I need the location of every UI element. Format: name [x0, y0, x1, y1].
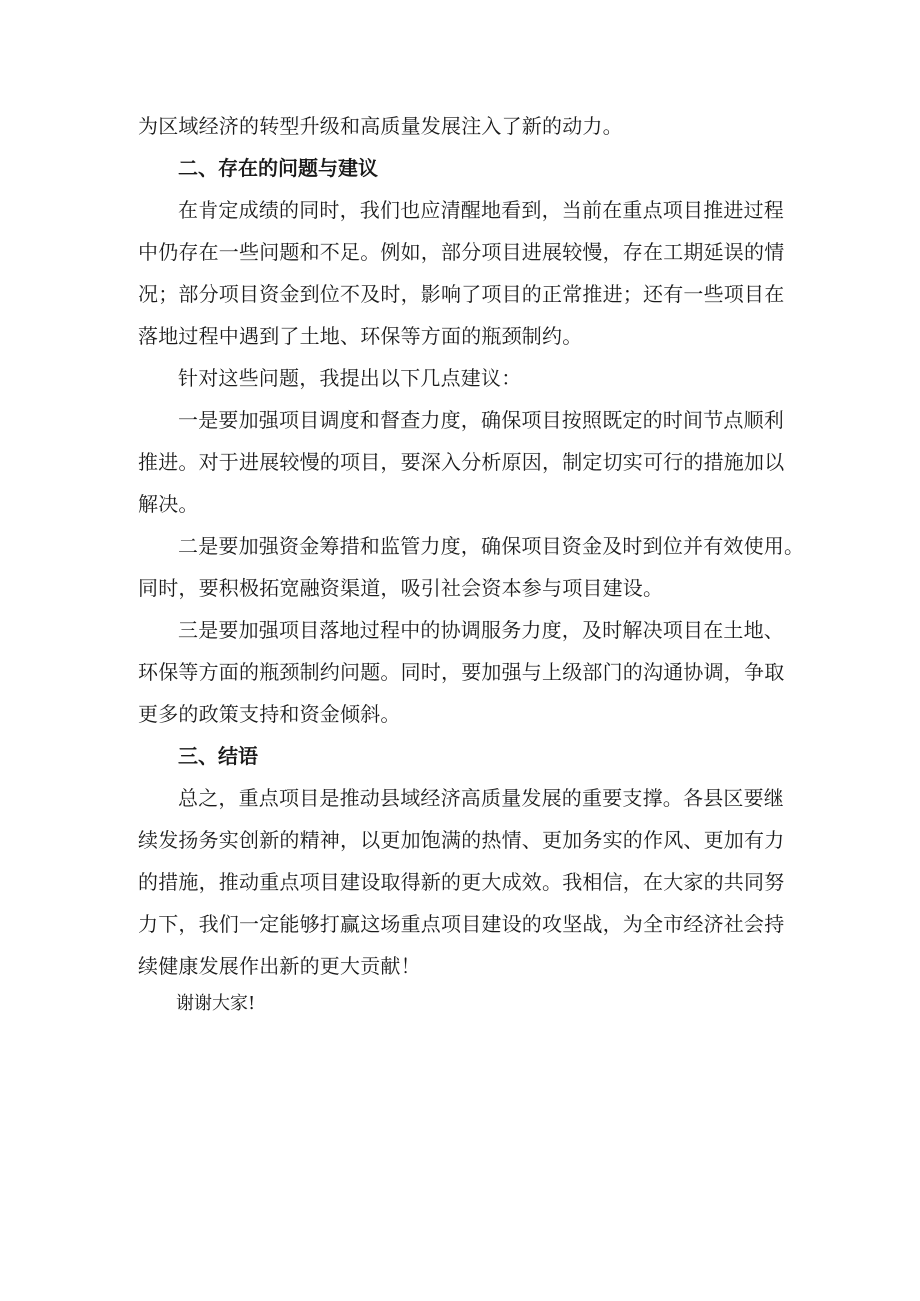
paragraph-line: 三是要加强项目落地过程中的协调服务力度，及时解决项目在土地、 — [178, 618, 784, 642]
paragraph-line: 二是要加强资金筹措和监管力度，确保项目资金及时到位并有效使用。 — [178, 534, 805, 558]
paragraph-line: 续健康发展作出新的更大贡献！ — [138, 954, 421, 978]
paragraph-line: 针对这些问题，我提出以下几点建议： — [178, 366, 522, 390]
paragraph-suggestion-1 — [138, 399, 788, 525]
section-heading-problems: 二、存在的问题与建议 — [178, 156, 378, 180]
paragraph-suggestions-intro — [138, 357, 788, 399]
section-heading-conclusion: 三、结语 — [178, 744, 258, 768]
paragraph-line: 在肯定成绩的同时，我们也应清醒地看到，当前在重点项目推进过程 — [178, 198, 784, 222]
paragraph-line: 总之，重点项目是推动县域经济高质量发展的重要支撑。各县区要继 — [178, 786, 784, 810]
paragraph-line: 落地过程中遇到了土地、环保等方面的瓶颈制约。 — [138, 324, 583, 348]
document-page — [138, 105, 805, 1021]
paragraph-line: 同时，要积极拓宽融资渠道，吸引社会资本参与项目建设。 — [138, 576, 664, 600]
paragraph-line: 的措施，推动重点项目建设取得新的更大成效。我相信，在大家的共同努 — [138, 870, 785, 894]
paragraph-line: 力下，我们一定能够打赢这场重点项目建设的攻坚战，为全市经济社会持 — [138, 912, 785, 936]
paragraph-line: 为区域经济的转型升级和高质量发展注入了新的动力。 — [138, 114, 623, 138]
paragraph-line: 况；部分项目资金到位不及时，影响了项目的正常推进；还有一些项目在 — [138, 282, 785, 306]
paragraph-line: 中仍存在一些问题和不足。例如，部分项目进展较慢，存在工期延误的情 — [138, 240, 785, 264]
paragraph-line: 环保等方面的瓶颈制约问题。同时，要加强与上级部门的沟通协调，争取 — [138, 660, 785, 684]
paragraph-line: 续发扬务实创新的精神，以更加饱满的热情、更加务实的作风、更加有力 — [138, 828, 785, 852]
paragraph-line: 一是要加强项目调度和督查力度，确保项目按照既定的时间节点顺利 — [178, 408, 784, 432]
paragraph-line: 更多的政策支持和资金倾斜。 — [138, 702, 401, 726]
paragraph-suggestion-2 — [138, 525, 805, 609]
paragraph-problems — [138, 189, 788, 357]
closing-thanks: 谢谢大家! — [176, 993, 256, 1014]
paragraph-line: 解决。 — [138, 492, 199, 516]
paragraph-line: 推进。对于进展较慢的项目，要深入分析原因，制定切实可行的措施加以 — [138, 450, 785, 474]
paragraph-conclusion — [138, 777, 788, 987]
paragraph-suggestion-3 — [138, 609, 788, 735]
